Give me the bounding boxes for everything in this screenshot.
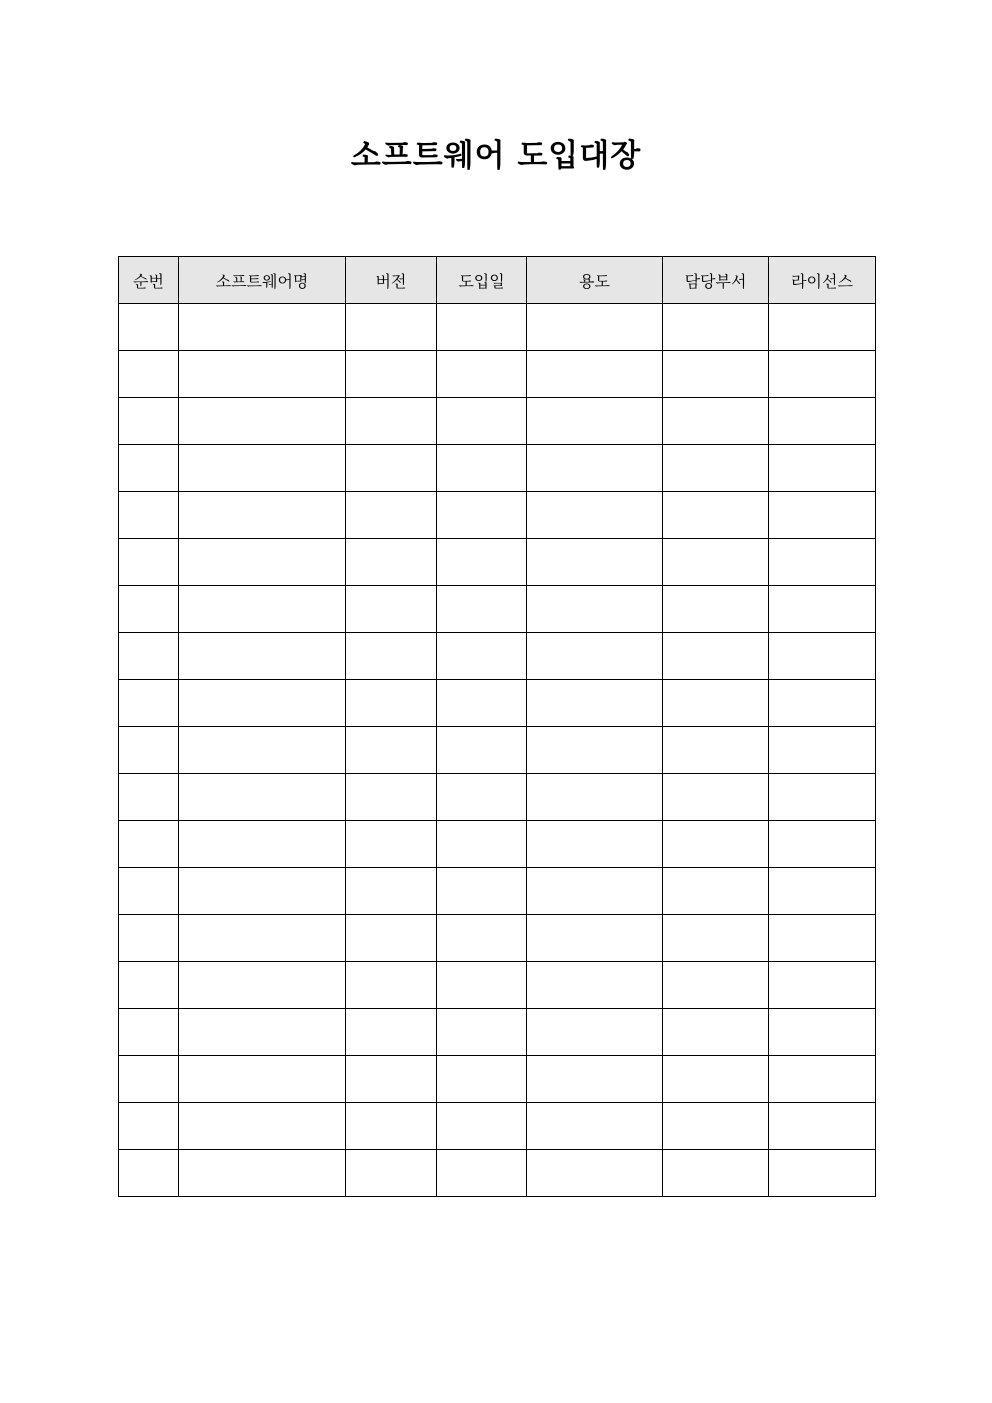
table-cell-department[interactable] (663, 962, 769, 1009)
table-cell-purpose[interactable] (527, 680, 663, 727)
table-cell-license[interactable] (769, 492, 876, 539)
table-cell-software-name[interactable] (179, 915, 346, 962)
table-cell-department[interactable] (663, 774, 769, 821)
table-cell-version[interactable] (346, 680, 437, 727)
table-cell-software-name[interactable] (179, 586, 346, 633)
table-cell-software-name[interactable] (179, 962, 346, 1009)
header-cell-purpose: 용도 (527, 257, 663, 304)
table-cell-number[interactable] (119, 774, 179, 821)
table-cell-department[interactable] (663, 727, 769, 774)
table-cell-version[interactable] (346, 1056, 437, 1103)
table-cell-license[interactable] (769, 868, 876, 915)
table-cell-license[interactable] (769, 1150, 876, 1197)
table-cell-purpose[interactable] (527, 633, 663, 680)
table-cell-software-name[interactable] (179, 868, 346, 915)
table-cell-introduction-date[interactable] (437, 868, 527, 915)
table-cell-introduction-date[interactable] (437, 398, 527, 445)
table-cell-version[interactable] (346, 1009, 437, 1056)
software-register-table (118, 256, 876, 1197)
table-row (119, 1056, 876, 1103)
table-cell-introduction-date[interactable] (437, 1056, 527, 1103)
page-title: 소프트웨어 도입대장 (350, 138, 642, 174)
table-row (119, 586, 876, 633)
header-cell-software-name: 소프트웨어명 (179, 257, 346, 304)
header-cell-version: 버전 (346, 257, 437, 304)
table-cell-department[interactable] (663, 868, 769, 915)
table-cell-version[interactable] (346, 821, 437, 868)
table-cell-introduction-date[interactable] (437, 1103, 527, 1150)
table-cell-version[interactable] (346, 962, 437, 1009)
table-cell-version[interactable] (346, 586, 437, 633)
table-cell-version[interactable] (346, 1150, 437, 1197)
table-row (119, 492, 876, 539)
table-cell-number[interactable] (119, 1056, 179, 1103)
table-cell-license[interactable] (769, 727, 876, 774)
table-body (119, 304, 876, 1197)
header-cell-introduction-date: 도입일 (437, 257, 527, 304)
table-row (119, 1103, 876, 1150)
table-cell-purpose[interactable] (527, 962, 663, 1009)
table-cell-version[interactable] (346, 727, 437, 774)
table-cell-number[interactable] (119, 1150, 179, 1197)
table-cell-introduction-date[interactable] (437, 1150, 527, 1197)
table-cell-license[interactable] (769, 821, 876, 868)
table-row (119, 398, 876, 445)
table-cell-purpose[interactable] (527, 821, 663, 868)
table-cell-purpose[interactable] (527, 915, 663, 962)
table-cell-number[interactable] (119, 962, 179, 1009)
table-row (119, 962, 876, 1009)
table-cell-purpose[interactable] (527, 774, 663, 821)
table-cell-purpose[interactable] (527, 445, 663, 492)
table-cell-number[interactable] (119, 1103, 179, 1150)
table-cell-license[interactable] (769, 1103, 876, 1150)
table-cell-purpose[interactable] (527, 1150, 663, 1197)
table-cell-software-name[interactable] (179, 633, 346, 680)
table-cell-department[interactable] (663, 445, 769, 492)
table-cell-purpose[interactable] (527, 1056, 663, 1103)
table-cell-introduction-date[interactable] (437, 962, 527, 1009)
table-row (119, 915, 876, 962)
table-cell-number[interactable] (119, 1009, 179, 1056)
table-cell-purpose[interactable] (527, 586, 663, 633)
table-cell-number[interactable] (119, 821, 179, 868)
table-cell-purpose[interactable] (527, 868, 663, 915)
table-cell-version[interactable] (346, 868, 437, 915)
table-cell-number[interactable] (119, 633, 179, 680)
table-cell-license[interactable] (769, 445, 876, 492)
table-cell-introduction-date[interactable] (437, 821, 527, 868)
table-row (119, 445, 876, 492)
table-row (119, 633, 876, 680)
table-cell-department[interactable] (663, 1150, 769, 1197)
table-cell-introduction-date[interactable] (437, 1009, 527, 1056)
table-cell-introduction-date[interactable] (437, 633, 527, 680)
table-cell-software-name[interactable] (179, 304, 346, 351)
table-cell-license[interactable] (769, 915, 876, 962)
table-cell-introduction-date[interactable] (437, 915, 527, 962)
table-cell-software-name[interactable] (179, 1103, 346, 1150)
table-cell-software-name[interactable] (179, 821, 346, 868)
table-cell-purpose[interactable] (527, 727, 663, 774)
table-cell-license[interactable] (769, 398, 876, 445)
table-cell-introduction-date[interactable] (437, 539, 527, 586)
table-cell-purpose[interactable] (527, 351, 663, 398)
table-cell-software-name[interactable] (179, 1056, 346, 1103)
table-cell-version[interactable] (346, 398, 437, 445)
table-cell-introduction-date[interactable] (437, 351, 527, 398)
table-cell-purpose[interactable] (527, 1103, 663, 1150)
table-cell-department[interactable] (663, 1103, 769, 1150)
table-cell-number[interactable] (119, 492, 179, 539)
table-cell-department[interactable] (663, 915, 769, 962)
table-cell-version[interactable] (346, 351, 437, 398)
table-cell-purpose[interactable] (527, 304, 663, 351)
table-cell-license[interactable] (769, 774, 876, 821)
table-cell-department[interactable] (663, 633, 769, 680)
table-cell-number[interactable] (119, 398, 179, 445)
table-cell-version[interactable] (346, 445, 437, 492)
table-cell-version[interactable] (346, 1103, 437, 1150)
table-cell-software-name[interactable] (179, 774, 346, 821)
table-cell-introduction-date[interactable] (437, 445, 527, 492)
table-cell-software-name[interactable] (179, 351, 346, 398)
table-cell-license[interactable] (769, 304, 876, 351)
table-cell-number[interactable] (119, 351, 179, 398)
table-cell-version[interactable] (346, 492, 437, 539)
table-row (119, 680, 876, 727)
table-cell-purpose[interactable] (527, 398, 663, 445)
table-cell-introduction-date[interactable] (437, 304, 527, 351)
table-cell-license[interactable] (769, 962, 876, 1009)
table-cell-department[interactable] (663, 492, 769, 539)
table-cell-department[interactable] (663, 1009, 769, 1056)
header-row (119, 257, 876, 304)
table-cell-software-name[interactable] (179, 1009, 346, 1056)
header-cell-department: 담당부서 (663, 257, 769, 304)
table-cell-department[interactable] (663, 398, 769, 445)
table-cell-department[interactable] (663, 304, 769, 351)
table-cell-department[interactable] (663, 821, 769, 868)
table-cell-department[interactable] (663, 351, 769, 398)
table-cell-introduction-date[interactable] (437, 586, 527, 633)
table-cell-purpose[interactable] (527, 1009, 663, 1056)
header-cell-number: 순번 (119, 257, 179, 304)
table-cell-software-name[interactable] (179, 445, 346, 492)
table-row (119, 774, 876, 821)
table-cell-software-name[interactable] (179, 539, 346, 586)
table-row (119, 727, 876, 774)
table-cell-department[interactable] (663, 680, 769, 727)
table-row (119, 821, 876, 868)
table-cell-software-name[interactable] (179, 680, 346, 727)
table-cell-license[interactable] (769, 586, 876, 633)
table-row (119, 304, 876, 351)
table-cell-version[interactable] (346, 304, 437, 351)
table-cell-version[interactable] (346, 539, 437, 586)
table-cell-introduction-date[interactable] (437, 727, 527, 774)
table-header (119, 257, 876, 304)
table-cell-purpose[interactable] (527, 492, 663, 539)
table-cell-version[interactable] (346, 915, 437, 962)
table-cell-license[interactable] (769, 680, 876, 727)
table-row (119, 868, 876, 915)
table-cell-software-name[interactable] (179, 1150, 346, 1197)
table-row (119, 351, 876, 398)
table-cell-introduction-date[interactable] (437, 680, 527, 727)
table-row (119, 1150, 876, 1197)
table-cell-number[interactable] (119, 727, 179, 774)
table-cell-number[interactable] (119, 868, 179, 915)
table-cell-version[interactable] (346, 633, 437, 680)
table-cell-purpose[interactable] (527, 539, 663, 586)
table-cell-version[interactable] (346, 774, 437, 821)
table-cell-software-name[interactable] (179, 727, 346, 774)
table-cell-license[interactable] (769, 1009, 876, 1056)
table-cell-department[interactable] (663, 1056, 769, 1103)
table-row (119, 1009, 876, 1056)
table-cell-license[interactable] (769, 539, 876, 586)
table-cell-department[interactable] (663, 539, 769, 586)
table-cell-software-name[interactable] (179, 398, 346, 445)
table-cell-number[interactable] (119, 915, 179, 962)
table-cell-department[interactable] (663, 586, 769, 633)
table-cell-number[interactable] (119, 586, 179, 633)
header-cell-license: 라이선스 (769, 257, 876, 304)
table-cell-software-name[interactable] (179, 492, 346, 539)
table-cell-introduction-date[interactable] (437, 492, 527, 539)
table-cell-introduction-date[interactable] (437, 774, 527, 821)
table-cell-license[interactable] (769, 633, 876, 680)
table-cell-number[interactable] (119, 680, 179, 727)
table-cell-license[interactable] (769, 1056, 876, 1103)
table-cell-license[interactable] (769, 351, 876, 398)
table-cell-number[interactable] (119, 304, 179, 351)
table-cell-number[interactable] (119, 445, 179, 492)
table-row (119, 539, 876, 586)
table-cell-number[interactable] (119, 539, 179, 586)
